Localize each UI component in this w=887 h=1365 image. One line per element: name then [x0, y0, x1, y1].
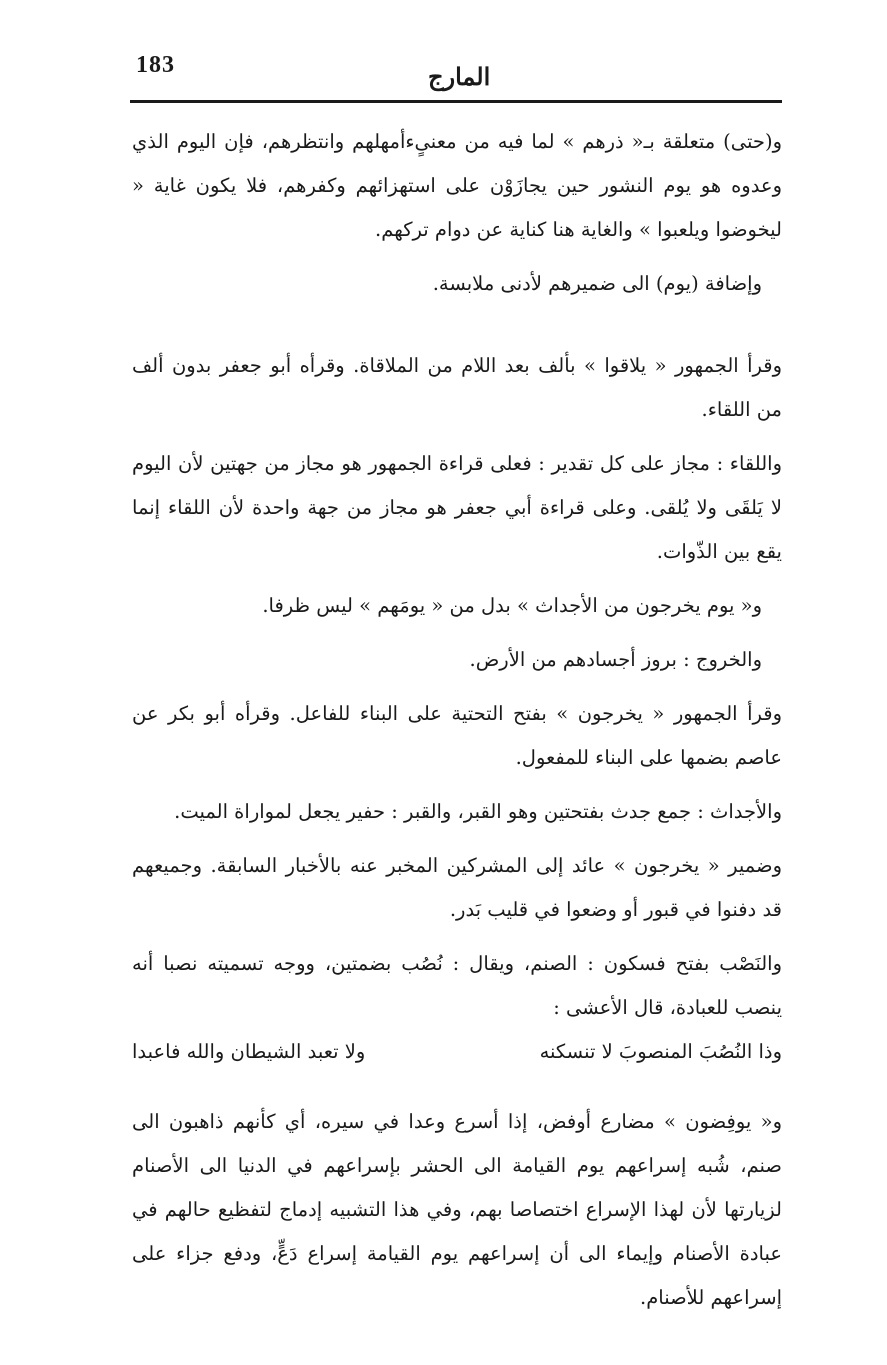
running-title: المارج: [428, 62, 491, 91]
page-number: 183: [136, 52, 175, 78]
page-header: [128, 52, 782, 100]
paragraph: والخروج : بروز أجسادهم من الأرض.: [469, 648, 762, 671]
poetry-verse: [132, 1030, 782, 1074]
main-text: [132, 120, 782, 1330]
paragraph: واللقاء : مجاز على كل تقدير : فعلى قراءة الجمهور هو مجاز من جهتين لأن اليوم لا يَلقَى ولا يُلقى. وعلى قراءة أبي جعفر هو مجاز من جهة واحدة لأن اللقاء إنما يقع بين الذّوات.: [132, 452, 782, 563]
paragraph: وقرأ الجمهور « يخرجون » بفتح التحتية على البناء للفاعل. وقرأه أبو بكر عن عاصم بضمها على البناء للمفعول.: [132, 702, 782, 769]
verse-first-hemistich: وذا النُصُبَ المنصوبَ لا تنسكنه: [539, 1040, 782, 1063]
paragraph: و« يوفِضون » مضارع أوفض، إذا أسرع وعدا في سيره، أي كأنهم ذاهبون الى صنم، شُبه إسراعهم يوم القيامة الى الحشر بإسراعهم في الدنيا الى الأصنام لزيارتها لأن لهذا الإسراع اختصاصا بهم، وفي هذا التشبيه إدماج لتفظيع حالهم في عبادة الأصنام وإيماء الى أن إسراعهم يوم القيامة إسراع دَعٍّ، ودفع جزاء على إسراعهم للأصنام.: [132, 1110, 782, 1309]
paragraph: وقرأ الجمهور « يلاقوا » بألف بعد اللام من الملاقاة. وقرأه أبو جعفر بدون ألف من اللقاء.: [132, 354, 782, 421]
paragraph: وإضافة (يوم) الى ضميرهم لأدنى ملابسة.: [432, 272, 762, 295]
paragraph: و« يوم يخرجون من الأجداث » بدل من « يومَهم » ليس ظرفا.: [262, 594, 762, 617]
header-divider: [130, 100, 782, 103]
paragraph: و(حتى) متعلقة بـ« ذرهم » لما فيه من معنىٍءأمهلهم وانتظرهم، فإن اليوم الذي وعدوه هو يوم النشور حين يجازَوْن على استهزائهم وكفرهم، فلا يكون غاية « ليخوضوا ويلعبوا » والغاية هنا كناية عن دوام تركهم.: [132, 130, 782, 241]
verse-second-hemistich: ولا تعبد الشيطان والله فاعبدا: [132, 1040, 366, 1063]
paragraph: وضمير « يخرجون » عائد إلى المشركين المخبر عنه بالأخبار السابقة. وجميعهم قد دفنوا في قبور أو وضعوا في قليب بَدر.: [132, 854, 782, 921]
paragraph: والأجداث : جمع جدث بفتحتين وهو القبر، والقبر : حفير يجعل لمواراة الميت.: [174, 800, 782, 823]
paragraph: والنَصْب بفتح فسكون : الصنم، ويقال : نُصُب بضمتين، ووجه تسميته نصبا أنه ينصب للعبادة، قال الأعشى :: [132, 952, 782, 1019]
